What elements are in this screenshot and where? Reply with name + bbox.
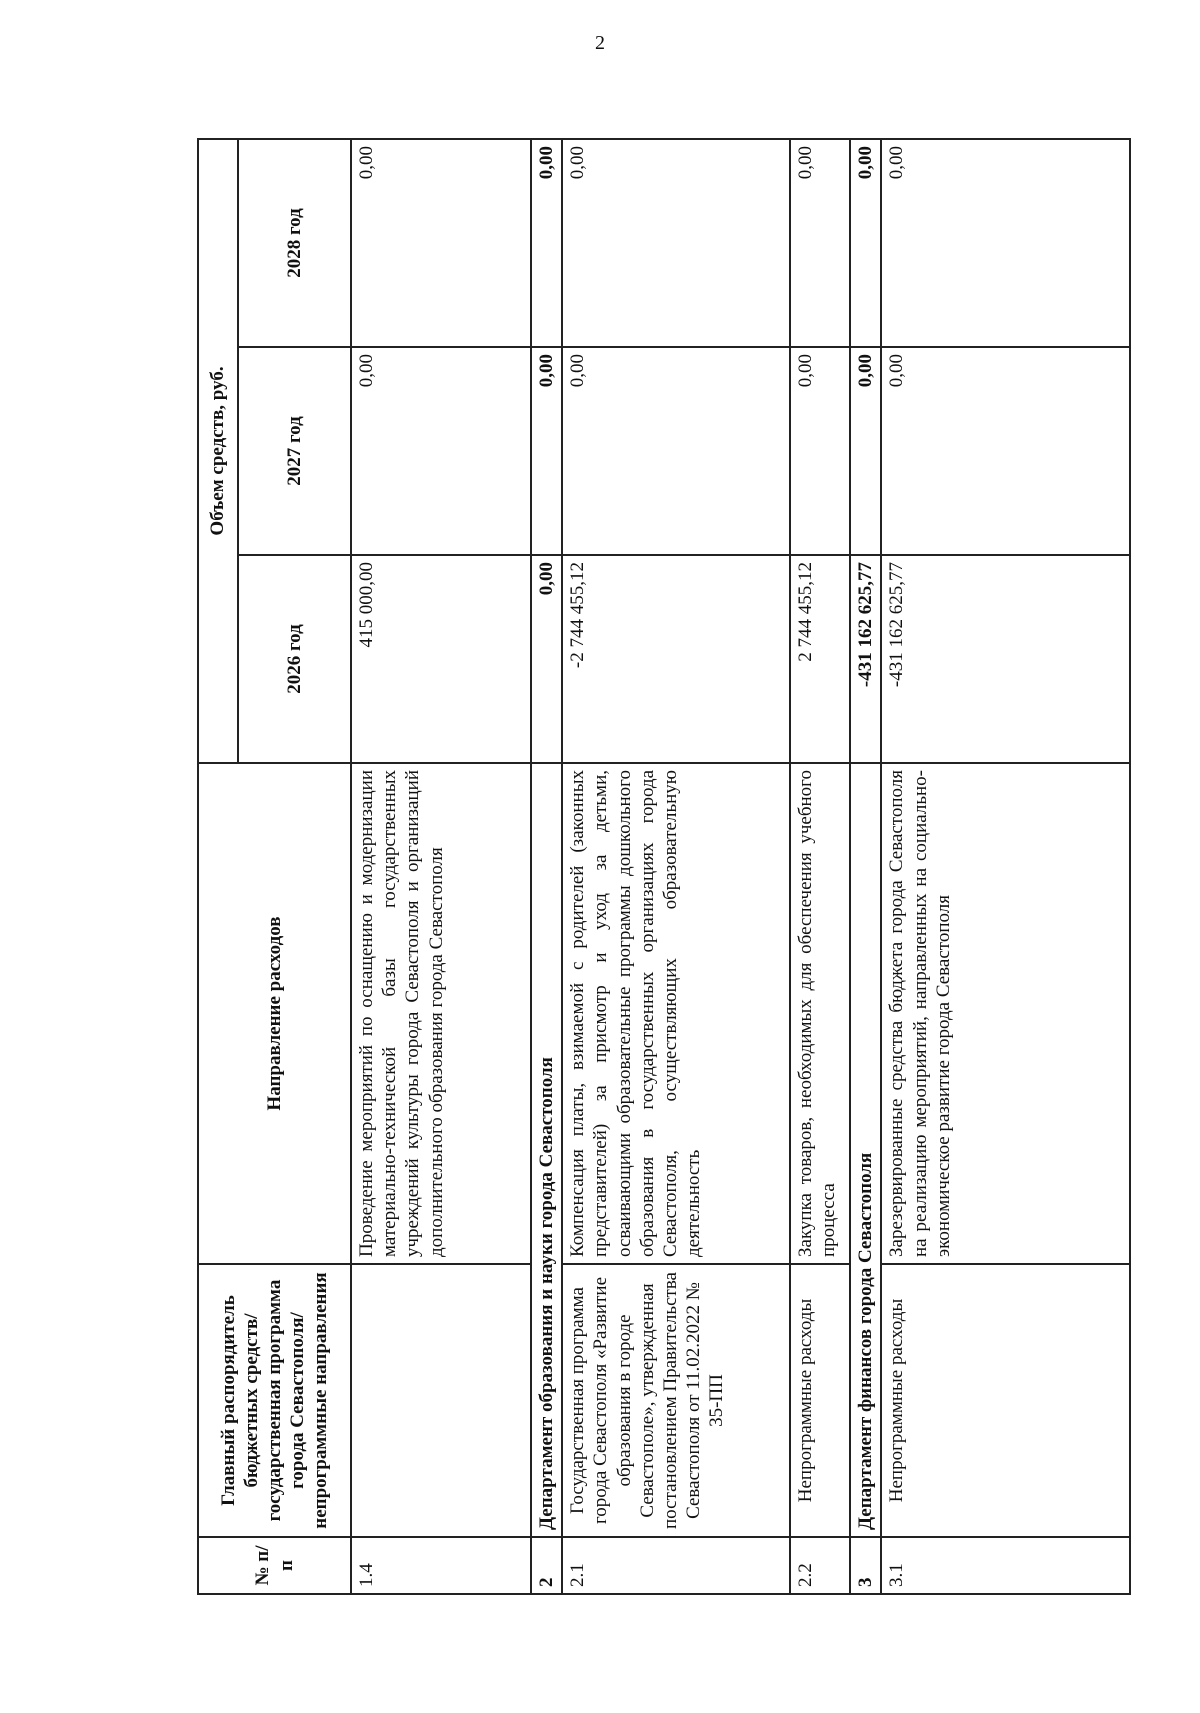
row-num: 1.4 (351, 1537, 531, 1594)
row-amount-2027: 0,00 (790, 347, 850, 555)
row-amount-2026: -2 744 455,12 (562, 555, 790, 763)
row-amount-2028: 0,00 (881, 139, 1130, 347)
row-amount-2028: 0,00 (351, 139, 531, 347)
department-row (850, 139, 881, 1594)
row-amount-2027: 0,00 (351, 347, 531, 555)
header-direction: Направление расходов (198, 763, 351, 1264)
row-num: 2.1 (562, 1537, 790, 1594)
row-amount-2027: 0,00 (562, 347, 790, 555)
header-program: Главный распорядитель бюджетных средств/государственная программа города Севастополя/непрограммные направления (198, 1264, 351, 1537)
row-amount-2026: -431 162 625,77 (881, 555, 1130, 763)
dept-num: 3 (850, 1537, 881, 1594)
row-program: Государственная программа города Севастополя «Развитие образования в городе Севастополе», утвержденная постановлением Правительства Севастополя от 11.02.2022 № 35-ПП (562, 1264, 790, 1537)
row-amount-2028: 0,00 (562, 139, 790, 347)
dept-name: Департамент финансов города Севастополя (850, 763, 881, 1537)
row-program (351, 1264, 531, 1537)
header-volume: Объем средств, руб. (198, 139, 238, 763)
dept-amount-2027: 0,00 (850, 347, 881, 555)
header-2027: 2027 год (238, 347, 351, 555)
row-amount-2027: 0,00 (881, 347, 1130, 555)
page-number: 2 (595, 32, 605, 54)
rotated-table-wrapper (197, 140, 1127, 1595)
table-row (881, 139, 1130, 1594)
row-direction: Проведение мероприятий по оснащению и модернизации материально-технической базы государственных учреждений культуры города Севастополя и организаций дополнительного образования города Севастополя (351, 763, 531, 1264)
row-program: Непрограммные расходы (790, 1264, 850, 1537)
dept-amount-2026: -431 162 625,77 (850, 555, 881, 763)
department-row (531, 139, 562, 1594)
row-amount-2028: 0,00 (790, 139, 850, 347)
dept-num: 2 (531, 1537, 562, 1594)
row-amount-2026: 2 744 455,12 (790, 555, 850, 763)
dept-amount-2026: 0,00 (531, 555, 562, 763)
budget-table (197, 138, 1131, 1595)
dept-amount-2027: 0,00 (531, 347, 562, 555)
row-num: 2.2 (790, 1537, 850, 1594)
dept-amount-2028: 0,00 (531, 139, 562, 347)
row-direction: Зарезервированные средства бюджета города Севастополя на реализацию мероприятий, направленных на социально-экономическое развитие города Севастополя (881, 763, 1130, 1264)
dept-name: Департамент образования и науки города Севастополя (531, 763, 562, 1537)
dept-amount-2028: 0,00 (850, 139, 881, 347)
row-amount-2026: 415 000,00 (351, 555, 531, 763)
row-num: 3.1 (881, 1537, 1130, 1594)
header-2028: 2028 год (238, 139, 351, 347)
header-2026: 2026 год (238, 555, 351, 763)
table-row (562, 139, 790, 1594)
table-row (790, 139, 850, 1594)
header-num: № п/п (198, 1537, 351, 1594)
row-program: Непрограммные расходы (881, 1264, 1130, 1537)
row-direction: Закупка товаров, необходимых для обеспечения учебного процесса (790, 763, 850, 1264)
row-direction: Компенсация платы, взимаемой с родителей (законных представителей) за присмотр и уход за детьми, осваивающими образовательные программы дошкольного образования в государственных организациях города Севастополя, осуществляющих образовательную деятельность (562, 763, 790, 1264)
table-row (351, 139, 531, 1594)
